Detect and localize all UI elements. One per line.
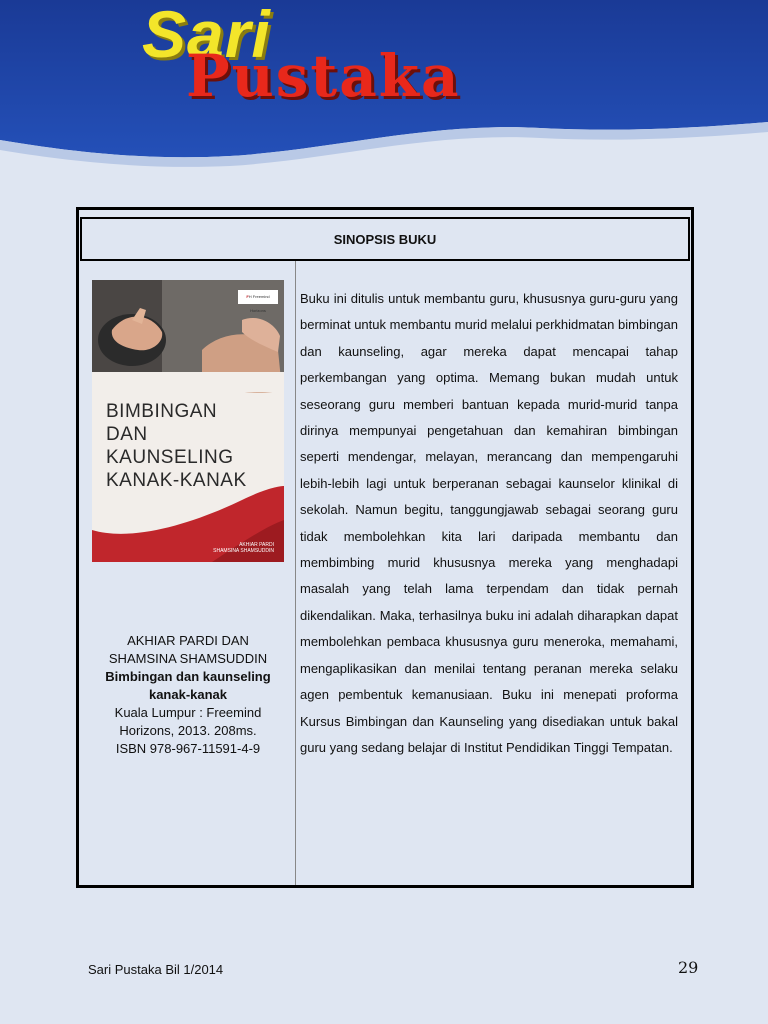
cover-title-line: KAUNSELING xyxy=(106,447,234,468)
book-title: kanak-kanak xyxy=(148,687,228,702)
book-publisher: Horizons, 2013. 208ms. xyxy=(119,723,257,738)
footer-issue: Sari Pustaka Bil 1/2014 xyxy=(88,962,224,977)
page-number: 29 xyxy=(678,958,699,977)
masthead-title-sari: Sari xyxy=(142,0,271,71)
book-authors: SHAMSINA SHAMSUDDIN xyxy=(108,651,268,666)
book-isbn: ISBN 978-967-11591-4-9 xyxy=(115,741,261,756)
cover-title-line: KANAK-KANAK xyxy=(106,470,247,491)
book-publisher: Kuala Lumpur : Freemind xyxy=(114,705,262,720)
synopsis-box xyxy=(76,207,694,888)
publisher-logo: FH Freemind Horizons xyxy=(238,290,278,304)
masthead-title-pustaka: Pustaka xyxy=(186,42,461,110)
cover-title-line: DAN xyxy=(106,424,148,445)
synopsis-text: Buku ini ditulis untuk membantu guru, khususnya guru-guru yang berminat untuk membantu murid melalui perkhidmatan bimbingan dan kaunseling, agar mereka dapat mencapai tahap perkembangan yang optima. Memang bukan mudah untuk seseorang guru memberi bantuan kepada murid-murid tanpa dirinya mempunyai pengetahuan dan kemahiran bimbingan seperti mendengar, melayan, merancang dan mempengaruhi lebih-lebih lagi untuk berperanan sebagai kaunselor klinikal di sekolah. Namun begitu, tanggungjawab sebagai seorang guru tidak membolehkan kita lari daripada membantu dan membimbing murid khususnya mereka yang menghadapi masalah yang telah lama terpendam dan tidak pernah dikendalikan. Maka, terhasilnya buku ini adalah diharapkan dapat membolehkan pembaca khususnya guru meneroka, memahami, mengaplikasikan dan menilai tentang peranan mereka selaku agen pembentuk kemanusiaan. Buku ini menepati proforma Kursus Bimbingan dan Kaunseling yang disediakan untuk bakal guru yang sedang belajar di Institut Pendidikan Tinggi Tempatan. xyxy=(300,291,678,755)
masthead-banner xyxy=(0,0,768,170)
book-cover-title xyxy=(106,400,247,492)
book-cover-authors: AKHIAR PARDI SHAMSINA SHAMSUDDIN xyxy=(213,542,274,554)
bibliographic-details xyxy=(84,632,292,758)
cover-title-line: BIMBINGAN xyxy=(106,401,218,422)
book-authors: AKHIAR PARDI DAN xyxy=(127,633,249,648)
synopsis-header xyxy=(80,217,690,261)
column-divider xyxy=(295,261,296,885)
synopsis-header-label: SINOPSIS BUKU xyxy=(333,231,437,247)
book-cover-image xyxy=(92,280,284,562)
book-title: Bimbingan dan kaunseling xyxy=(105,669,271,684)
